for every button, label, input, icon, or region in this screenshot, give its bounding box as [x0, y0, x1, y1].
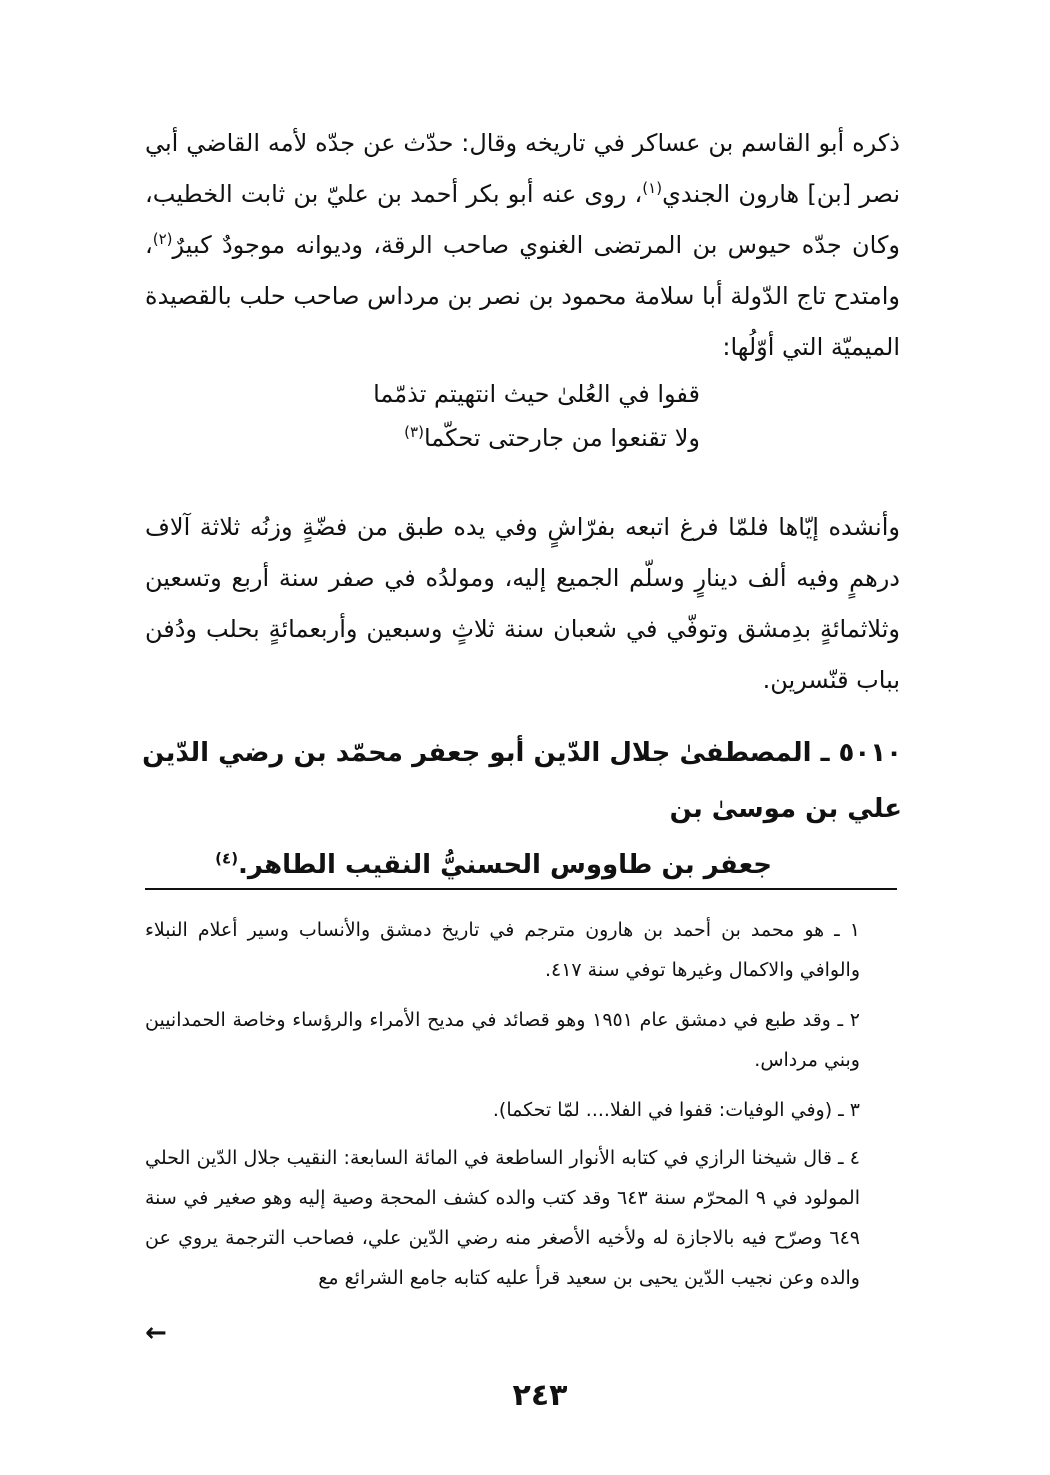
- entry-heading-line-1: ٥٠١٠ ـ المصطفىٰ جلال الدّين أبو جعفر محمّد بن رضي الدّين علي بن موسىٰ بن: [142, 738, 902, 824]
- verse-line-2: [300, 416, 700, 460]
- continuation-arrow-icon: ←: [145, 1318, 167, 1348]
- footnote-ref-1[interactable]: (١): [642, 179, 663, 197]
- footnote-3: ٣ ـ (وفي الوفيات: قفوا في الفلا.... لمّا تحكما).: [492, 1099, 860, 1121]
- paragraph-part-3: ، وامتدح تاج الدّولة أبا سلامة محمود بن نصر بن مرداس صاحب حلب بالقصيدة الميميّة التي أوّلُها:: [145, 231, 900, 361]
- paragraph-text: [145, 118, 900, 373]
- biography-paragraph-2: [145, 478, 900, 730]
- verse-line-2-text: ولا تقنعوا من جارحتى تحكّما: [423, 424, 700, 452]
- footnote-1: ١ ـ هو محمد بن أحمد بن هارون مترجم في تاريخ دمشق والأنساب وسير أعلام النبلاء والوافي والاكمال وغيرها توفي سنة ٤١٧.: [145, 919, 860, 981]
- page-number: ٢٤٣: [512, 1378, 568, 1413]
- biography-paragraph: [145, 118, 900, 373]
- poem-verse: [300, 372, 700, 460]
- footnote-4: ٤ ـ قال شيخنا الرازي في كتابه الأنوار الساطعة في المائة السابعة: النقيب جلال الدّين الحلي المولود في ٩ المحرّم سنة ٦٤٣ وقد كتب والده كشف المحجة وصية إليه وهو صغير في سنة ٦٤٩ وصرّح فيه بالاجازة له ولأخيه الأصغر منه رضي الدّين علي، فصاحب الترجمة يروي عن والده وعن نجيب الدّين يحيى بن سعيد قرأ عليه كتابه جامع الشرائع مع: [145, 1147, 860, 1289]
- footnote-divider: [145, 888, 897, 890]
- paragraph-part-2: ، روى عنه أبو بكر أحمد بن عليّ بن ثابت الخطيب، وكان جدّه حيوس بن المرتضى الغنوي صاحب الرقة، وديوانه موجودٌ كبيرٌ: [145, 180, 900, 259]
- paragraph-part-1: ذكره أبو القاسم بن عساكر في تاريخه وقال: حدّث عن جدّه لأمه القاضي أبي نصر [بن] هارون الجندي: [145, 129, 900, 208]
- paragraph-2-text: وأنشده إيّاها فلمّا فرغ اتبعه بفرّاشٍ وفي يده طبق من فضّةٍ وزنُه ثلاثة آلاف درهمٍ وفيه ألف دينارٍ وسلّم الجميع إليه، ومولدُه في صفر سنة أربع وتسعين وثلاثمائةٍ بدِمشق وتوفّي في شعبان سنة ثلاثٍ وسبعين وأربعمائةٍ بحلب ودُفن بباب قنّسرين.: [145, 513, 900, 694]
- footnotes: [145, 910, 900, 1308]
- footnote-ref-3[interactable]: (٣): [404, 423, 424, 441]
- footnote-ref-4[interactable]: (٤): [215, 849, 239, 868]
- footnote-2: ٢ ـ وقد طبع في دمشق عام ١٩٥١ وهو قصائد في مديح الأمراء والرؤساء وخاصة الحمدانيين وبني مرداس.: [145, 1009, 860, 1071]
- entry-heading-line-2: [140, 837, 902, 893]
- verse-line-1: قفوا في العُلىٰ حيث انتهيتم تذمّما: [373, 380, 700, 408]
- entry-heading: [140, 725, 902, 893]
- footnote-ref-2[interactable]: (٢): [152, 230, 173, 248]
- entry-heading-line-2-text: جعفر بن طاووس الحسنيُّ النقيب الطاهر.: [238, 850, 772, 880]
